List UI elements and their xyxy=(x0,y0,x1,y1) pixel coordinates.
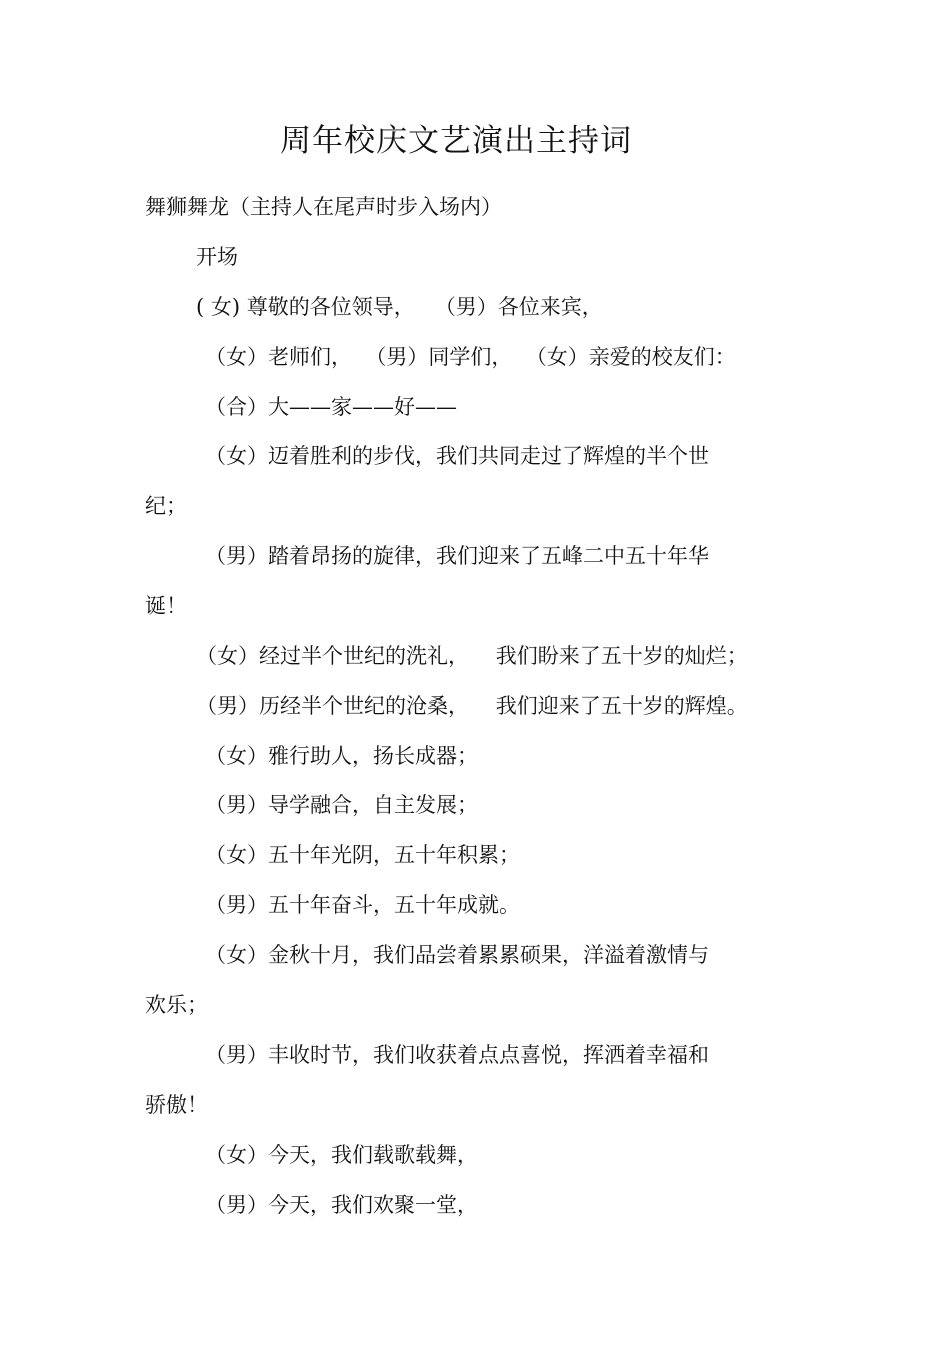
text-line: （男）今天，我们欢聚一堂， xyxy=(205,1193,478,1217)
text-line: （女）雅行助人，扬长成器； xyxy=(205,744,478,768)
text-line: 诞！ xyxy=(145,594,187,618)
text-line: （女）经过半个世纪的洗礼， 我们盼来了五十岁的灿烂； xyxy=(196,644,748,668)
text-line: 欢乐； xyxy=(145,993,208,1017)
text-line: 开场 xyxy=(196,245,238,269)
text-line: （女）今天，我们载歌载舞， xyxy=(205,1143,478,1167)
text-line: （男）历经半个世纪的沧桑， 我们迎来了五十岁的辉煌。 xyxy=(196,694,748,718)
text-line: （女）五十年光阴，五十年积累； xyxy=(205,843,520,867)
text-line: 骄傲！ xyxy=(145,1093,208,1117)
text-line: （男）踏着昂扬的旋律，我们迎来了五峰二中五十年华 xyxy=(205,544,709,568)
text-line: （男）丰收时节，我们收获着点点喜悦，挥洒着幸福和 xyxy=(205,1043,709,1067)
text-line: （女）迈着胜利的步伐，我们共同走过了辉煌的半个世 xyxy=(205,444,709,468)
text-line: 舞狮舞龙（主持人在尾声时步入场内） xyxy=(145,195,502,219)
text-line: （女）老师们， （男）同学们， （女）亲爱的校友们： xyxy=(205,345,736,369)
text-line: （女）金秋十月，我们品尝着累累硕果，洋溢着激情与 xyxy=(205,943,709,967)
text-line: （男）五十年奋斗，五十年成就。 xyxy=(205,893,520,917)
document-title: 周年校庆文艺演出主持词 xyxy=(280,123,632,159)
text-line: （男）导学融合，自主发展； xyxy=(205,793,478,817)
text-line: 纪； xyxy=(145,494,187,518)
text-line: ( 女) 尊敬的各位领导， （男）各位来宾， xyxy=(196,295,603,319)
text-line: （合）大——家——好—— xyxy=(205,395,457,419)
